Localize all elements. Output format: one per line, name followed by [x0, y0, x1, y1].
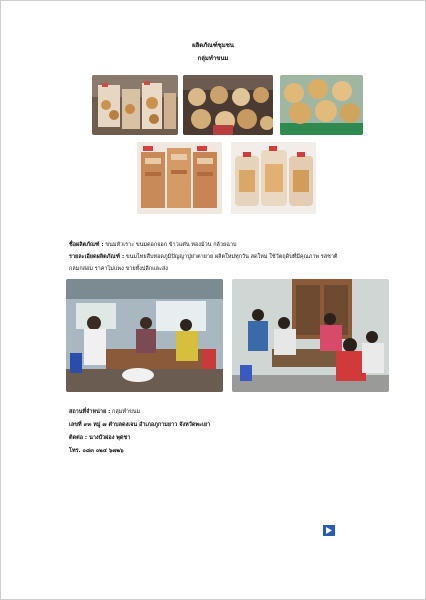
contact-line: [69, 435, 130, 443]
details-value-1: ขนมไทยสืบทอดภูมิปัญญาปู่ย่าตายาย ผลิตใหม่ทุกวัน สดใหม่ ใช้วัตถุดิบที่มีคุณภาพ รสชาติ: [125, 254, 338, 260]
product-name-line: [69, 242, 237, 250]
photo-group-making-snacks-2: [232, 279, 389, 392]
phone-value: ๐๘๓ ๐๒๔ ๖๗๒๖: [82, 448, 124, 454]
address-label: เลขที่: [69, 422, 82, 428]
document-title: ผลิตภัณฑ์ชุมชน: [192, 42, 234, 49]
contact-value: นางบัวผ่อง พุดชา: [89, 435, 131, 441]
photo-rice-crackers-table: [183, 75, 273, 135]
address-line: [69, 422, 210, 430]
arrow-bullet-icon: [323, 521, 335, 532]
phone-label: โทร.: [69, 448, 81, 454]
phone-line: [69, 448, 124, 456]
photo-crispy-rolls-bags: [231, 142, 316, 214]
photo-rice-crackers-tray: [280, 75, 363, 135]
place-value: กลุ่มทำขนม: [112, 409, 141, 415]
product-name-label: ชื่อผลิตภัณฑ์ :: [69, 242, 104, 248]
place-line: [69, 409, 140, 417]
details-line-2: [69, 266, 168, 274]
address-value: ๙๓ หมู่ ๗ ตำบลดงเจน อำเภอภูกามยาว จังหวัดพะเยา: [83, 422, 211, 428]
product-name-value: ขนมหัวเราะ ขนมดอกจอก ข้าวแต๋น ทองม้วน กล้วยฉาบ: [105, 242, 237, 248]
document-subtitle: กลุ่มทำขนม: [197, 55, 229, 62]
details-label: รายละเอียดผลิตภัณฑ์ :: [69, 254, 125, 260]
photo-snacks-bags: [92, 75, 178, 135]
details-value-2: กลมกล่อม ราคาไม่แพง ขายทั้งปลีกและส่ง: [69, 266, 168, 272]
photo-banana-chips-packs: [137, 142, 222, 214]
photo-group-making-snacks-1: [66, 279, 223, 392]
contact-label: ติดต่อ :: [69, 435, 88, 441]
details-line: [69, 254, 338, 262]
place-label: สถานที่จำหน่าย :: [69, 409, 111, 415]
